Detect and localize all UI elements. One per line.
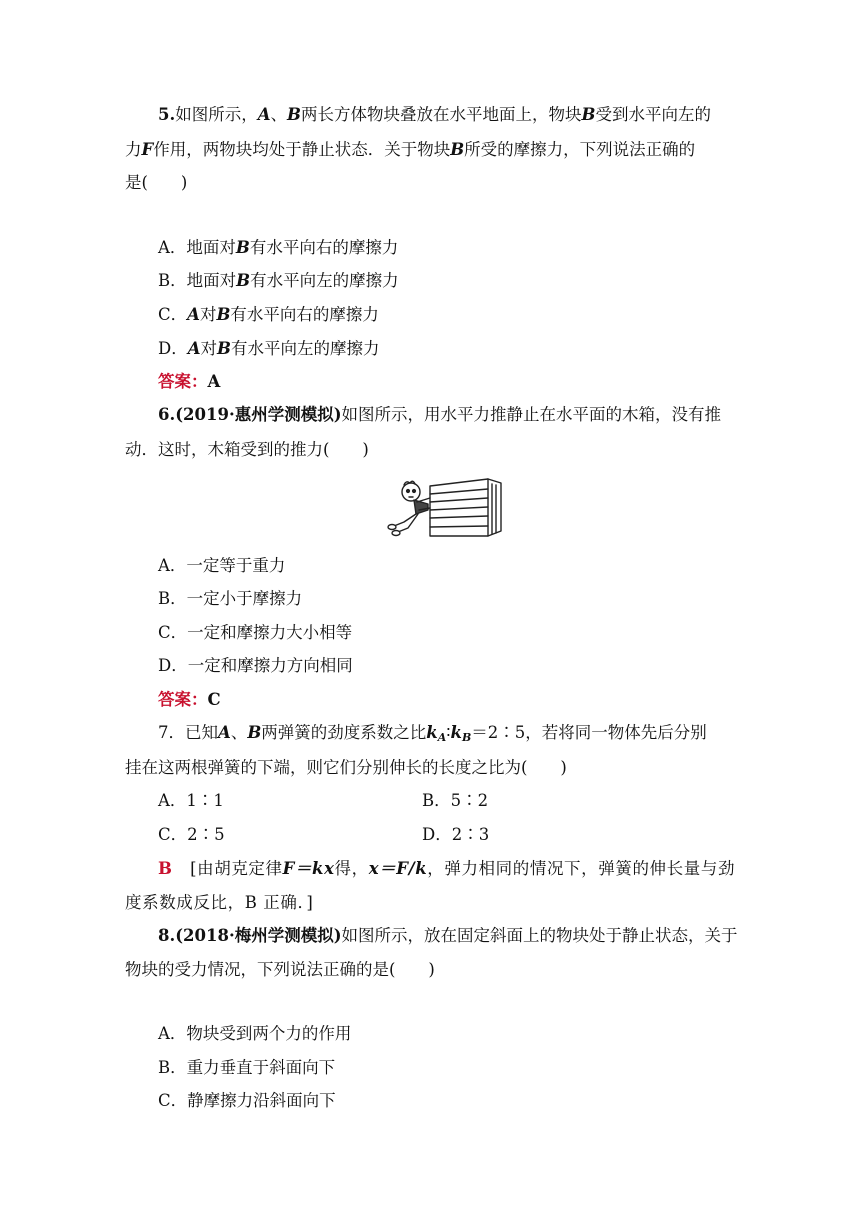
var-b: B (217, 339, 231, 358)
q5-option-a (158, 237, 398, 259)
option-text: 有水平向右的摩擦力 (249, 238, 399, 257)
q8-line1 (158, 925, 738, 947)
option-text: D． (158, 339, 188, 358)
q5-line2 (125, 139, 695, 161)
option-text: B．地面对 (158, 271, 237, 290)
answer-value: C (207, 690, 221, 709)
solution-text: 得， (334, 859, 369, 878)
q5-line3: 是( ) (125, 173, 188, 192)
q6-option-c: C．一定和摩擦力大小相等 (158, 623, 353, 642)
q8-text: 如图所示，放在固定斜面上的物块处于静止状态，关于 (341, 926, 738, 945)
q7-option-d: D．2∶3 (422, 825, 490, 844)
separator: 、 (230, 723, 248, 742)
boy-pushing-crate-figure (384, 474, 506, 538)
q8-option-a: A．物块受到两个力的作用 (158, 1024, 352, 1043)
q5-text: 两长方体物块叠放在水平地面上，物块 (301, 105, 582, 124)
q5-text: 如图所示， (175, 105, 258, 124)
q7-solution-line1 (158, 858, 735, 880)
q8-number: 8. (158, 926, 176, 945)
option-text: 有水平向左的摩擦力 (231, 339, 380, 358)
q7-option-b: B．5∶2 (422, 791, 489, 810)
var-b: B (450, 140, 465, 159)
var-b: B (235, 238, 250, 257)
q5-number: 5. (158, 105, 176, 124)
q7-option-c: C．2∶5 (158, 825, 225, 844)
var-b: B (287, 105, 301, 124)
var-k: k (450, 723, 462, 742)
q7-text: 7．已知 (158, 723, 218, 742)
var-b: B (581, 105, 596, 124)
var-a: A (218, 723, 231, 742)
q5-text: 受到水平向左的 (595, 105, 711, 124)
q5-text: 作用，两物块均处于静止状态．关于物块 (153, 140, 451, 159)
subscript-a: A (437, 731, 447, 744)
formula: x＝F/k (368, 859, 428, 878)
q7-line1 (158, 722, 707, 749)
q6-line1 (158, 404, 721, 426)
q8-option-b: B．重力垂直于斜面向下 (158, 1058, 336, 1077)
var-b: B (236, 271, 251, 290)
option-text: A．地面对 (158, 238, 236, 257)
ratio-colon: ∶ (446, 723, 451, 742)
q6-option-b: B．一定小于摩擦力 (158, 589, 303, 608)
option-text: 对 (199, 305, 217, 324)
q8-line2: 物块的受力情况，下列说法正确的是( ) (125, 960, 435, 979)
solution-answer-letter: B (158, 859, 173, 878)
q5-text: 力 (125, 140, 142, 159)
solution-text: ，弹力相同的情况下，弹簧的伸长量与劲 (427, 859, 736, 878)
q5-answer (158, 371, 220, 393)
q8-option-c: C．静摩擦力沿斜面向下 (158, 1091, 336, 1110)
q6-number: 6. (158, 405, 176, 424)
q7-solution-line2: 度系数成反比，B 正确．] (125, 893, 314, 912)
q7-text: 两弹簧的劲度系数之比 (261, 723, 427, 742)
answer-label: 答案： (158, 690, 208, 709)
q6-source: (2019·惠州学测模拟) (175, 405, 342, 424)
q8-source: (2018·梅州学测模拟) (175, 926, 342, 945)
separator: 、 (270, 105, 288, 124)
var-b: B (216, 305, 231, 324)
q5-line1 (158, 104, 711, 126)
q6-text: 如图所示，用水平力推静止在水平面的木箱，没有推 (341, 405, 722, 424)
q5-text: 所受的摩擦力，下列说法正确的 (464, 140, 696, 159)
var-f: F (141, 140, 154, 159)
var-a: A (257, 105, 271, 124)
q6-option-a: A．一定等于重力 (158, 556, 286, 575)
var-b: B (247, 723, 262, 742)
var-a: A (187, 339, 201, 358)
solution-text: [由胡克定律 (190, 859, 283, 878)
answer-value: A (207, 372, 221, 391)
var-k: k (426, 723, 438, 742)
var-a: A (187, 305, 200, 324)
q6-line2: 动．这时，木箱受到的推力( ) (125, 440, 369, 459)
q5-option-d (158, 338, 380, 360)
q5-option-b (158, 270, 399, 292)
answer-label: 答案： (158, 372, 208, 391)
option-text: 有水平向右的摩擦力 (230, 305, 379, 324)
option-text: 对 (200, 339, 218, 358)
q6-answer (158, 689, 221, 711)
formula: F＝kx (282, 859, 335, 878)
q7-option-a: A．1∶1 (158, 791, 224, 810)
q7-text: ＝2∶5，若将同一物体先后分别 (471, 723, 707, 742)
subscript-b: B (461, 731, 472, 744)
q5-option-c (158, 304, 379, 326)
option-text: 有水平向左的摩擦力 (250, 271, 399, 290)
q7-line2: 挂在这两根弹簧的下端，则它们分别伸长的长度之比为( ) (125, 758, 567, 777)
option-text: C． (158, 305, 188, 324)
q6-option-d: D．一定和摩擦力方向相同 (158, 656, 353, 675)
